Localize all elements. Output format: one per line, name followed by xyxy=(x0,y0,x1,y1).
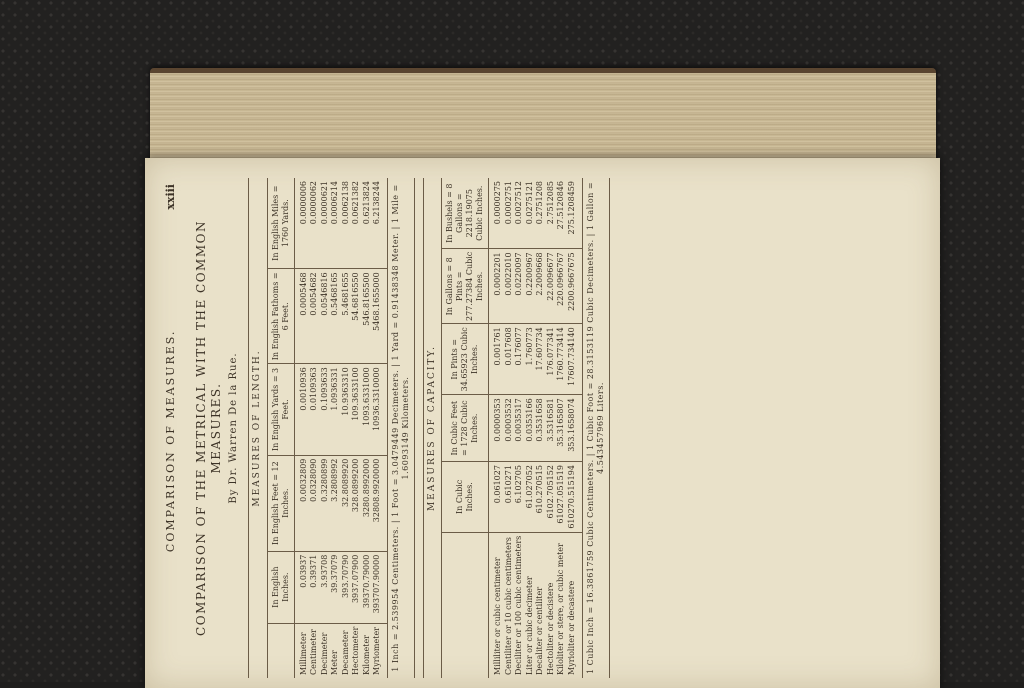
table-cell: 0.0328090 xyxy=(309,455,320,551)
row-label: Centiliter or 10 cubic centimeters xyxy=(503,537,513,675)
table-cell: 27.5120846 xyxy=(556,178,567,249)
table-row xyxy=(535,178,546,678)
table-cell: 0.0000006 xyxy=(294,178,309,269)
length-header-row xyxy=(268,178,295,678)
table-cell: 54.6816550 xyxy=(351,269,362,364)
table-cell: 0.0109363 xyxy=(309,364,320,455)
page-header xyxy=(164,184,178,672)
row-label: Decaliter or centiliter xyxy=(535,586,545,675)
table-cell: 6.2138244 xyxy=(372,178,387,269)
table-cell: 0.1093633 xyxy=(320,364,331,455)
table-cell: 0.0032809 xyxy=(294,455,309,551)
table-row xyxy=(362,178,373,678)
table-cell: 0.0003532 xyxy=(504,395,515,462)
table-cell: 2.2009668 xyxy=(535,249,546,324)
table-cell: 275.1208459 xyxy=(567,178,582,249)
table-row xyxy=(546,178,557,678)
row-label: Hectoliter or decistere xyxy=(545,582,555,675)
capacity-table xyxy=(442,178,581,678)
length-column-header: In English Inches. xyxy=(268,551,295,623)
table-cell: 0.017608 xyxy=(504,324,515,395)
table-cell: 610.270515 xyxy=(535,462,546,533)
row-label: Decameter xyxy=(340,630,350,675)
table-cell: 0.0220097 xyxy=(514,249,525,324)
capacity-column-header: In Pints = 34.65923 Cubic Inches. xyxy=(442,324,489,395)
table-row xyxy=(351,178,362,678)
table-cell: 393.70790 xyxy=(341,551,352,623)
table-cell: 5468.1655000 xyxy=(372,269,387,364)
row-label: Millimeter xyxy=(298,632,308,675)
table-row xyxy=(514,178,525,678)
table-cell: 0.3531658 xyxy=(535,395,546,462)
table-row xyxy=(320,178,331,678)
table-cell: 0.061027 xyxy=(489,462,504,533)
row-label: Deciliter or 100 cubic centimeters xyxy=(514,535,524,675)
table-cell: 0.2751208 xyxy=(535,178,546,249)
table-cell: 32.8089920 xyxy=(341,455,352,551)
table-row xyxy=(556,178,567,678)
table-cell: 546.8165500 xyxy=(362,269,373,364)
table-cell: 17.607734 xyxy=(535,324,546,395)
table-row xyxy=(525,178,536,678)
table-cell: 176.077341 xyxy=(546,324,557,395)
table-cell: 0.0006214 xyxy=(330,178,341,269)
table-row xyxy=(372,178,387,678)
table-cell: 0.0062138 xyxy=(341,178,352,269)
table-cell: 0.0353166 xyxy=(525,395,536,462)
length-column-header: In English Miles = 1760 Yards. xyxy=(268,178,295,269)
table-cell: 35.3165807 xyxy=(556,395,567,462)
table-cell: 610270.515194 xyxy=(567,462,582,533)
table-cell: 0.0546816 xyxy=(320,269,331,364)
row-label: Myrioliter or decastere xyxy=(566,580,576,675)
capacity-footnote: 1 Cubic Inch = 16.3861759 Cubic Centimeters. | 1 Cubic Foot = 28.3153119 Cubic Decimeters. | 1 Gallon = 4.543457969 Liters. xyxy=(582,178,610,678)
table-row xyxy=(567,178,582,678)
table-cell: 393707.90000 xyxy=(372,551,387,623)
table-cell: 61.027052 xyxy=(525,462,536,533)
capacity-column-header: In Bushels = 8 Gallons = 2218.19075 Cubic Inches. xyxy=(442,178,489,249)
capacity-section-title: MEASURES OF CAPACITY. xyxy=(423,178,442,678)
capacity-header-row xyxy=(442,178,489,678)
capacity-column-header: In Cubic Feet = 1728 Cubic Inches. xyxy=(442,395,489,462)
table-cell: 0.0621382 xyxy=(351,178,362,269)
table-cell: 3.2808992 xyxy=(330,455,341,551)
table-row xyxy=(309,178,320,678)
table-cell: 0.0002201 xyxy=(489,249,504,324)
table-cell: 0.0000353 xyxy=(489,395,504,462)
table-cell: 3.93708 xyxy=(320,551,331,623)
table-cell: 3.5316581 xyxy=(546,395,557,462)
table-cell: 6.102705 xyxy=(514,462,525,533)
length-footnote: 1 Inch = 2.539954 Centimeters. | 1 Foot = 3.0479449 Decimeters. | 1 Yard = 0.91438348 Meter. | 1 Mile = 1.6093149 Kilometers. xyxy=(387,178,415,678)
main-title: COMPARISON OF THE METRICAL WITH THE COMMON MEASURES. xyxy=(193,220,223,636)
table-cell: 0.0000062 xyxy=(309,178,320,269)
table-cell: 0.176077 xyxy=(514,324,525,395)
table-cell: 1.760773 xyxy=(525,324,536,395)
table-cell: 32808.9920000 xyxy=(372,455,387,551)
table-cell: 0.0000275 xyxy=(489,178,504,249)
row-label: Hectometer xyxy=(351,626,361,675)
row-label: Kilometer xyxy=(361,634,371,675)
running-head: COMPARISON OF MEASURES. xyxy=(164,329,177,553)
table-cell: 6102.705152 xyxy=(546,462,557,533)
table-cell: 3280.8992000 xyxy=(362,455,373,551)
page-number: xxiii xyxy=(164,184,177,210)
table-cell: 39.37079 xyxy=(330,551,341,623)
table-row xyxy=(489,178,504,678)
table-cell: 0.0005468 xyxy=(294,269,309,364)
length-table xyxy=(268,178,387,678)
table-cell: 0.0010936 xyxy=(294,364,309,455)
table-row xyxy=(294,178,309,678)
table-row xyxy=(504,178,515,678)
table-cell: 0.0002751 xyxy=(504,178,515,249)
table-cell: 0.6213824 xyxy=(362,178,373,269)
table-cell: 0.0275121 xyxy=(525,178,536,249)
table-cell: 0.0000621 xyxy=(320,178,331,269)
table-cell: 0.2200967 xyxy=(525,249,536,324)
row-label: Milliliter or cubic centimeter xyxy=(493,557,503,675)
table-cell: 10.9363310 xyxy=(341,364,352,455)
table-cell: 3937.07900 xyxy=(351,551,362,623)
table-cell: 10936.3310000 xyxy=(372,364,387,455)
table-cell: 328.0899200 xyxy=(351,455,362,551)
table-cell: 5.4681655 xyxy=(341,269,352,364)
table-cell: 0.001761 xyxy=(489,324,504,395)
table-cell: 1093.6331000 xyxy=(362,364,373,455)
table-cell: 0.39371 xyxy=(309,551,320,623)
table-cell: 0.0022010 xyxy=(504,249,515,324)
table-cell: 1760.773414 xyxy=(556,324,567,395)
table-cell: 109.3633100 xyxy=(351,364,362,455)
capacity-body xyxy=(489,178,582,678)
table-cell: 39370.79000 xyxy=(362,551,373,623)
capacity-column-header: In Gallons = 8 Pints = 277.27384 Cubic Inches. xyxy=(442,249,489,324)
book-page xyxy=(145,158,940,688)
table-cell: 0.0035317 xyxy=(514,395,525,462)
open-book xyxy=(140,62,945,682)
table-row xyxy=(341,178,352,678)
table-cell: 0.0027512 xyxy=(514,178,525,249)
row-label: Myriometer xyxy=(372,626,382,675)
row-label: Centimeter xyxy=(309,629,319,675)
capacity-column-header: In Cubic Inches. xyxy=(442,462,489,533)
table-cell: 0.3280899 xyxy=(320,455,331,551)
byline: By Dr. Warren De la Rue. xyxy=(227,352,239,504)
table-cell: 17607.734140 xyxy=(567,324,582,395)
length-body xyxy=(294,178,387,678)
table-cell: 0.0054682 xyxy=(309,269,320,364)
length-column-header: In English Yards = 3 Feet. xyxy=(268,364,295,455)
capacity-column-header xyxy=(442,532,489,678)
rotated-page-content xyxy=(152,178,942,678)
row-label: Meter xyxy=(330,650,340,675)
table-cell: 0.610271 xyxy=(504,462,515,533)
row-label: Decimeter xyxy=(319,632,329,675)
table-cell: 220.0966767 xyxy=(556,249,567,324)
row-label: Liter or cubic decimeter xyxy=(524,576,534,675)
table-cell: 353.1658074 xyxy=(567,395,582,462)
table-cell: 2.7512085 xyxy=(546,178,557,249)
table-cell: 1.0936331 xyxy=(330,364,341,455)
length-column-header: In English Fathoms = 6 Feet. xyxy=(268,269,295,364)
row-label: Kiloliter or stere, or cubic meter xyxy=(556,543,566,675)
table-cell: 22.0096677 xyxy=(546,249,557,324)
table-cell: 2200.9667675 xyxy=(567,249,582,324)
length-column-header: In English Feet = 12 Inches. xyxy=(268,455,295,551)
length-column-header xyxy=(268,623,295,678)
table-row xyxy=(330,178,341,678)
table-cell: 0.5468165 xyxy=(330,269,341,364)
table-cell: 0.03937 xyxy=(294,551,309,623)
table-cell: 61027.051519 xyxy=(556,462,567,533)
length-section-title: MEASURES OF LENGTH. xyxy=(248,178,267,678)
